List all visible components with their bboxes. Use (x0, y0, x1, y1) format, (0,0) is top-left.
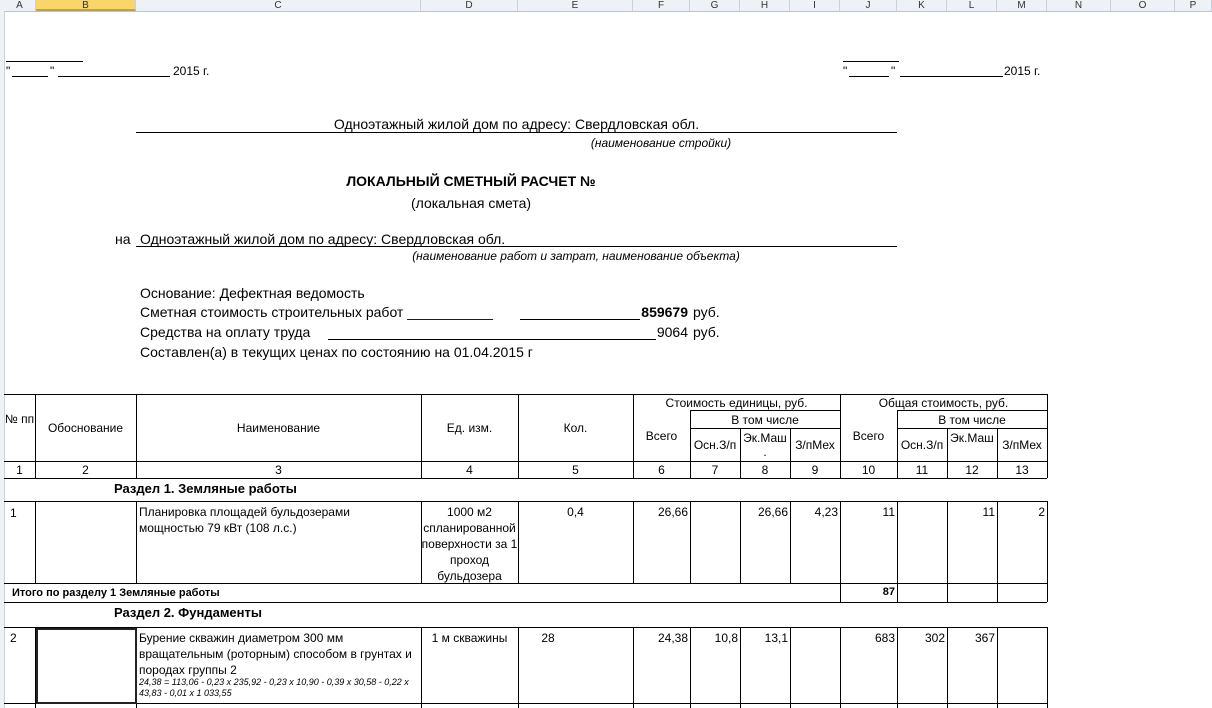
row-2-total-ekmash: 367 (974, 631, 995, 645)
date-right-quote-close: " (891, 64, 896, 78)
row-1-zpmex: 4,23 (814, 505, 838, 519)
date-right-month-line (900, 76, 1003, 77)
approval-line-left (6, 61, 83, 62)
header-basis: Обоснование (47, 421, 124, 435)
cost-label: Сметная стоимость строительных работ ___________ (140, 304, 493, 320)
row-2-all: 24,38 (657, 631, 688, 645)
row-1-ekmash: 26,66 (757, 505, 788, 519)
header-ekmash-total: Эк.Маш (950, 431, 994, 445)
column-header-d[interactable]: D (421, 0, 518, 11)
header-all-unit: Всего (645, 429, 678, 443)
object-prefix: на (115, 231, 131, 247)
header-num: № пп (4, 412, 35, 426)
row-2-unit: 1 м скважины (431, 631, 508, 645)
date-left-day-line (12, 76, 48, 77)
date-right-year: 2015 г. (1004, 64, 1041, 78)
column-header-e[interactable]: E (518, 0, 633, 11)
col-number: 3 (275, 463, 282, 477)
section-1-total-label: Итого по разделу 1 Земляные работы (12, 587, 220, 599)
construction-name: Одноэтажный жилой дом по адресу: Свердловская обл. (333, 116, 700, 132)
col-number: 1 (16, 463, 23, 477)
construction-name-line (136, 132, 897, 133)
header-all-total: Всего (852, 429, 885, 443)
header-zpmex-unit: З/пМех (795, 438, 835, 452)
column-header-o[interactable]: O (1111, 0, 1175, 11)
row-2-osn: 10,8 (714, 631, 738, 645)
column-header-c[interactable]: C (136, 0, 421, 11)
header-name: Наименование (236, 421, 321, 435)
header-unit-cost: Стоимость единицы, руб. (665, 396, 808, 410)
column-header-m[interactable]: M (997, 0, 1047, 11)
header-incl-unit: В том числе (731, 413, 799, 427)
date-right-quote-open: " (843, 64, 848, 78)
col-number: 5 (572, 463, 579, 477)
row-1-num: 1 (10, 506, 17, 520)
row-1-total-all: 11 (882, 505, 895, 519)
row-1-total-zpmex: 2 (1038, 505, 1045, 519)
column-header-g[interactable]: G (690, 0, 740, 11)
col-number: 6 (658, 463, 665, 477)
header-ekmash-unit: Эк.Маш (743, 431, 787, 445)
col-number: 13 (1015, 463, 1029, 477)
row-2-qty: 28 (541, 631, 555, 645)
col-number: 8 (761, 463, 769, 477)
row-1-qty: 0,4 (567, 505, 584, 519)
column-header-l[interactable]: L (947, 0, 997, 11)
column-header-i[interactable]: I (790, 0, 840, 11)
active-cell-selection[interactable] (36, 628, 137, 704)
date-right-day-line (849, 76, 889, 77)
row-2-total-all: 683 (874, 631, 895, 645)
date-left-month-line (58, 76, 170, 77)
column-header-k[interactable]: K (897, 0, 947, 11)
column-header-n[interactable]: N (1047, 0, 1111, 11)
cost-unit: руб. (693, 304, 720, 320)
col-number: 7 (711, 463, 719, 477)
basis-text: Основание: Дефектная ведомость (140, 285, 365, 301)
prices-note: Составлен(а) в текущих ценах по состоянию на 01.04.2015 г (140, 344, 533, 360)
row-1-all: 26,66 (657, 505, 688, 519)
column-header-b[interactable]: B (36, 0, 136, 11)
header-unit: Ед. изм. (446, 421, 493, 435)
column-header-j[interactable]: J (840, 0, 897, 11)
cost-value: 859679 (641, 304, 688, 320)
row-2-name: Бурение скважин диаметром 300 мм вращательным (роторным) способом в грунтах и породах группы 2 (139, 631, 412, 677)
object-name: Одноэтажный жилой дом по адресу: Свердловская обл. (140, 231, 506, 247)
header-ekmash-unit-dot: . (763, 445, 767, 459)
date-left-year: 2015 г. (173, 64, 210, 78)
row-2-num: 2 (10, 631, 17, 645)
labor-unit: руб. (693, 324, 720, 340)
row-header-strip (0, 11, 5, 708)
header-osn-unit: Осн.З/п (693, 438, 737, 452)
section-2-title: Раздел 2. Фундаменты (114, 605, 262, 620)
header-osn-total: Осн.З/п (900, 438, 944, 452)
col-number: 2 (82, 463, 89, 477)
object-name-line (136, 246, 897, 247)
column-header-p[interactable]: P (1175, 0, 1212, 11)
row-2-calc: 24,38 = 113,06 - 0,23 x 235,92 - 0,23 x 10,90 - 0,39 x 30,58 - 0,22 x 43,83 - 0,01 x 1 033,55 (139, 677, 409, 698)
object-caption: (наименование работ и затрат, наименование объекта) (412, 249, 740, 263)
column-header-h[interactable]: H (740, 0, 790, 11)
labor-value-line (328, 339, 656, 340)
col-number: 12 (965, 463, 979, 477)
construction-caption: (наименование стройки) (590, 136, 732, 150)
document-title: ЛОКАЛЬНЫЙ СМЕТНЫЙ РАСЧЕТ № (346, 173, 596, 189)
labor-value: 9064 (656, 324, 688, 340)
header-total-cost: Общая стоимость, руб. (878, 396, 1009, 410)
section-1-title: Раздел 1. Земляные работы (114, 481, 297, 496)
column-header-f[interactable]: F (633, 0, 690, 11)
column-header-bar (0, 0, 1212, 12)
row-2-total-osn: 302 (924, 631, 945, 645)
approval-line-right (843, 61, 899, 62)
header-qty: Кол. (563, 421, 588, 435)
row-2-ekmash: 13,1 (764, 631, 788, 645)
header-zpmex-total: З/пМех (1002, 438, 1042, 452)
header-incl-total: В том числе (938, 413, 1006, 427)
labor-label: Средства на оплату труда (140, 324, 311, 340)
col-number: 10 (861, 463, 876, 477)
document-subtitle: (локальная смета) (410, 195, 532, 211)
row-1-unit: 1000 м2 спланированной поверхности за 1 проход бульдозера (421, 505, 518, 583)
column-header-a[interactable]: A (4, 0, 36, 11)
col-number: 4 (466, 463, 473, 477)
row-1-total-ekmash: 11 (982, 505, 995, 519)
date-left-quote-open: " (6, 64, 11, 78)
col-number: 11 (915, 463, 929, 477)
date-left-quote-close: " (50, 64, 55, 78)
row-1-name: Планировка площадей бульдозерами мощностью 79 кВт (108 л.с.) (139, 505, 350, 535)
section-1-total-value: 87 (882, 586, 895, 598)
col-number: 9 (811, 463, 819, 477)
